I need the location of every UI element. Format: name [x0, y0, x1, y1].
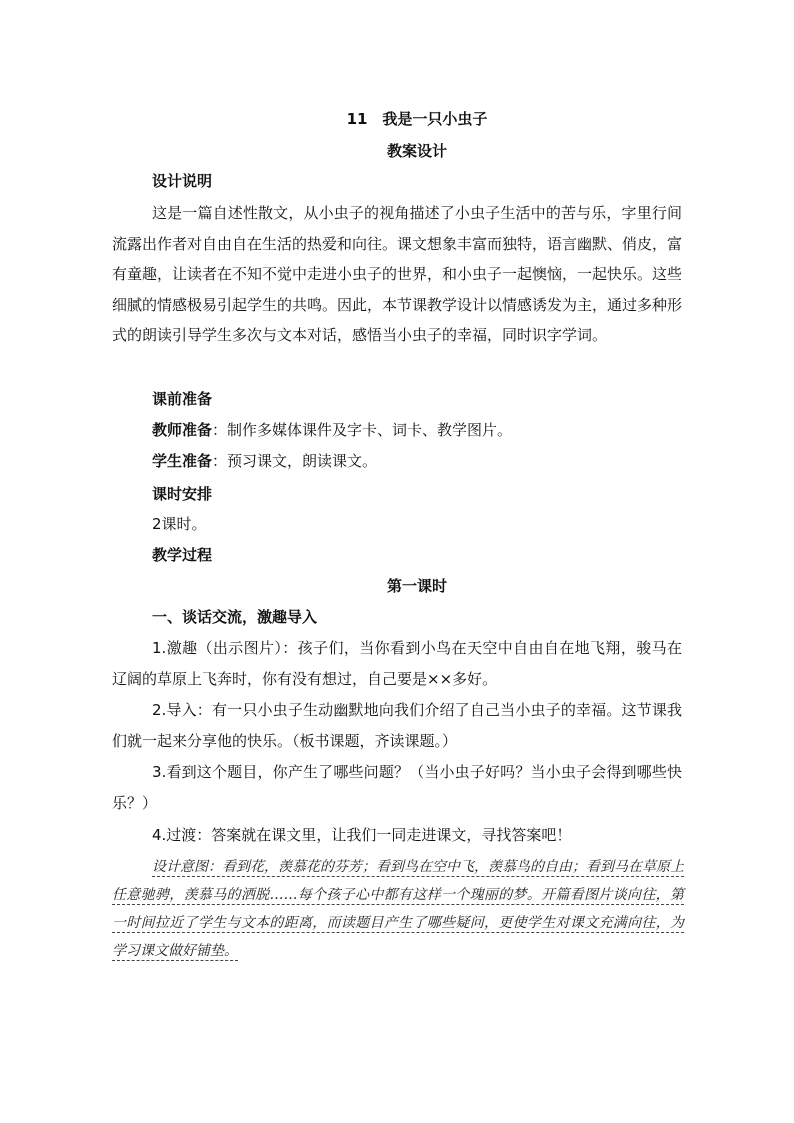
design-intent [112, 853, 684, 965]
schedule-heading: 课时安排 [152, 485, 213, 503]
student-prep [152, 450, 377, 471]
student-prep-text: ：预习课文，朗读课文。 [212, 452, 378, 470]
section-1-heading: 一、谈话交流，激趣导入 [152, 608, 318, 626]
process-heading: 教学过程 [152, 546, 213, 564]
student-prep-label: 学生准备 [152, 452, 213, 470]
design-intent-text: 设计意图：看到花，羡慕花的芬芳；看到鸟在空中飞，羡慕鸟的自由；看到马在草原上任意驰骋，羡慕马的洒脱……每个孩子心中都有这样一个瑰丽的梦。开篇看图片谈向往，第一时间拉近了学生与文本的距离，而读题目产生了哪些疑问，更使学生对课文充满向往，为学习课文做好铺垫。 [112, 859, 684, 959]
item-1: 1.激趣（出示图片）：孩子们，当你看到小鸟在天空中自由自在地飞翔，骏马在辽阔的草原上飞奔时，你有没有想过，自己要是××多好。 [112, 639, 682, 688]
design-heading: 设计说明 [152, 172, 213, 190]
item-4: 4.过渡：答案就在课文里，让我们一同走进课文，寻找答案吧！ [152, 826, 572, 844]
item-2: 2.导入：有一只小虫子生动幽默地向我们介绍了自己当小虫子的幸福。这节课我们就一起来分享他的快乐。（板书课题，齐读课题。） [112, 701, 682, 750]
subtitle: 教案设计 [386, 142, 447, 160]
prep-heading: 课前准备 [152, 390, 213, 408]
design-paragraph: 这是一篇自述性散文，从小虫子的视角描述了小虫子生活中的苦与乐，字里行间流露出作者对自由自在生活的热爱和向往。课文想象丰富而独特，语言幽默、俏皮，富有童趣，让读者在不知不觉中走进小虫子的世界，和小虫子一起懊恼，一起快乐。这些细腻的情感极易引起学生的共鸣。因此，本节课教学设计以情感诱发为主，通过多种形式的朗读引导学生多次与文本对话，感悟当小虫子的幸福，同时识字学词。 [112, 204, 683, 345]
first-lesson-title: 第一课时 [386, 577, 447, 595]
lesson-title: 11 我是一只小虫子 [346, 110, 488, 128]
schedule-text: 2课时。 [152, 515, 207, 533]
teacher-prep-label: 教师准备 [152, 421, 213, 439]
teacher-prep [152, 419, 512, 440]
item-3: 3.看到这个题目，你产生了哪些问题？（当小虫子好吗？当小虫子会得到哪些快乐？） [112, 763, 682, 812]
teacher-prep-text: ：制作多媒体课件及字卡、词卡、教学图片。 [212, 421, 513, 439]
